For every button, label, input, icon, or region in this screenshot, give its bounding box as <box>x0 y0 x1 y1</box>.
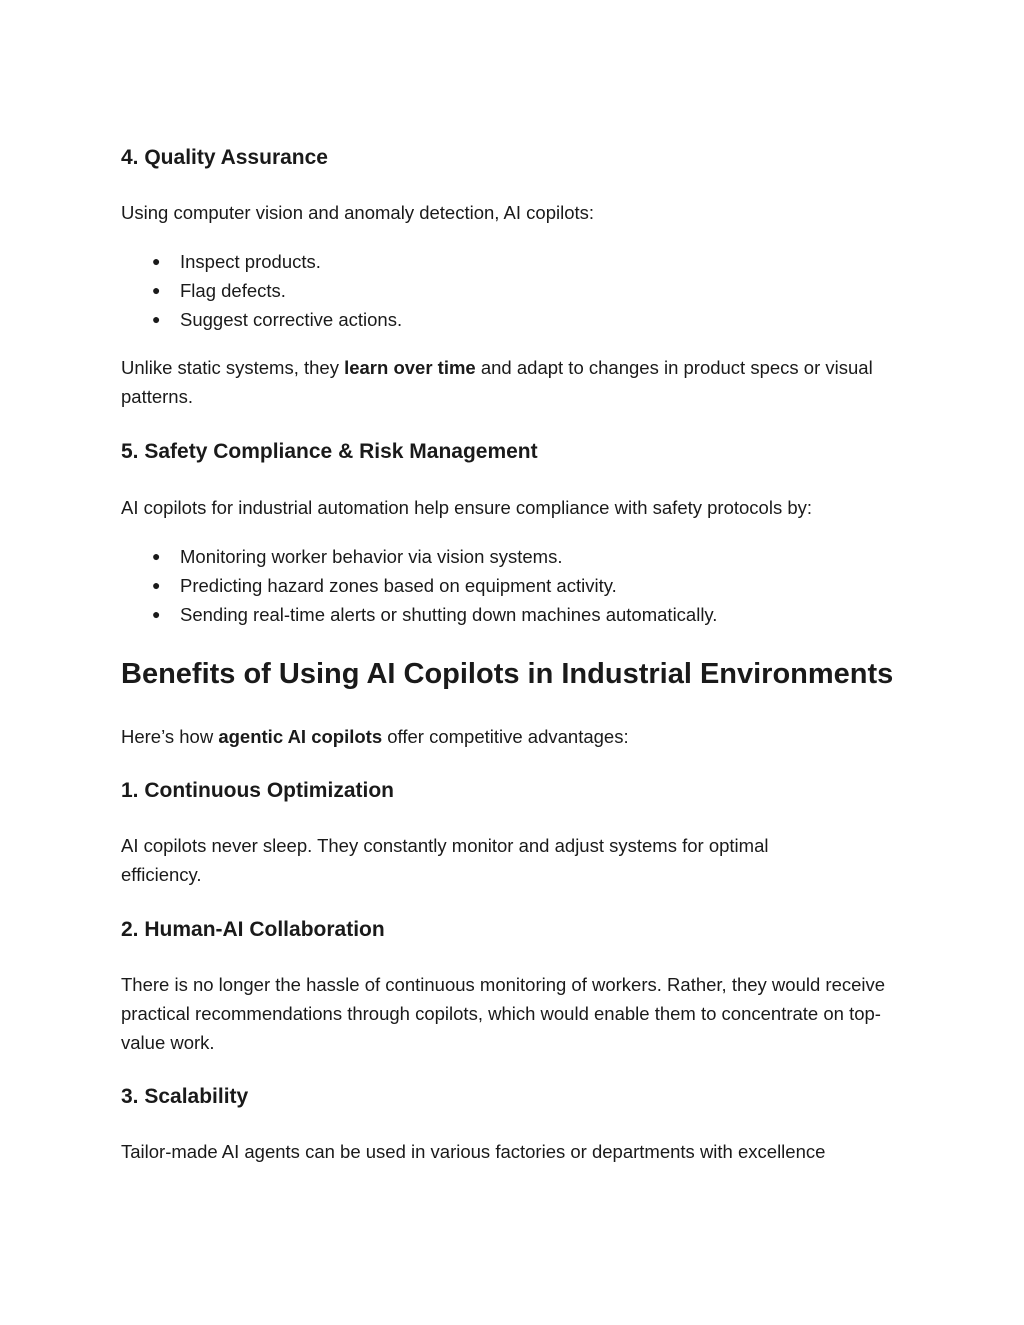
heading-continuous-optimization: 1. Continuous Optimization <box>121 779 394 802</box>
heading-safety-compliance: 5. Safety Compliance & Risk Management <box>121 440 538 463</box>
bold-phrase: agentic AI copilots <box>218 726 383 747</box>
safety-intro: AI copilots for industrial automation help ensure compliance with safety protocols by: <box>121 497 813 518</box>
collaboration-paragraph: There is no longer the hassle of continuous monitoring of workers. Rather, they would receive practical recommendations through copilots, which would enable them to concentrate on top-value work. <box>121 974 886 1053</box>
heading-human-ai-collaboration: 2. Human-AI Collaboration <box>121 918 385 941</box>
quality-intro: Using computer vision and anomaly detection, AI copilots: <box>121 202 595 223</box>
benefits-intro: Here’s how agentic AI copilots offer competitive advantages: <box>121 726 629 747</box>
optimization-paragraph: AI copilots never sleep. They constantly monitor and adjust systems for optimal efficiency. <box>121 835 769 885</box>
bold-phrase: learn over time <box>344 357 476 378</box>
bullet-icon: ● <box>152 311 161 327</box>
quality-paragraph: Unlike static systems, they learn over time and adapt to changes in product specs or visual patterns. <box>121 357 873 407</box>
heading-quality-assurance: 4. Quality Assurance <box>121 146 328 169</box>
heading-scalability: 3. Scalability <box>121 1085 249 1108</box>
heading-benefits: Benefits of Using AI Copilots in Industrial Environments <box>121 658 894 690</box>
bullet-icon: ● <box>152 253 161 269</box>
bullet-icon: ● <box>152 282 161 298</box>
bullet-icon: ● <box>152 548 161 564</box>
bullet-icon: ● <box>152 606 161 622</box>
bullet-icon: ● <box>152 577 161 593</box>
scalability-paragraph: Tailor-made AI agents can be used in various factories or departments with excellence <box>121 1141 826 1162</box>
